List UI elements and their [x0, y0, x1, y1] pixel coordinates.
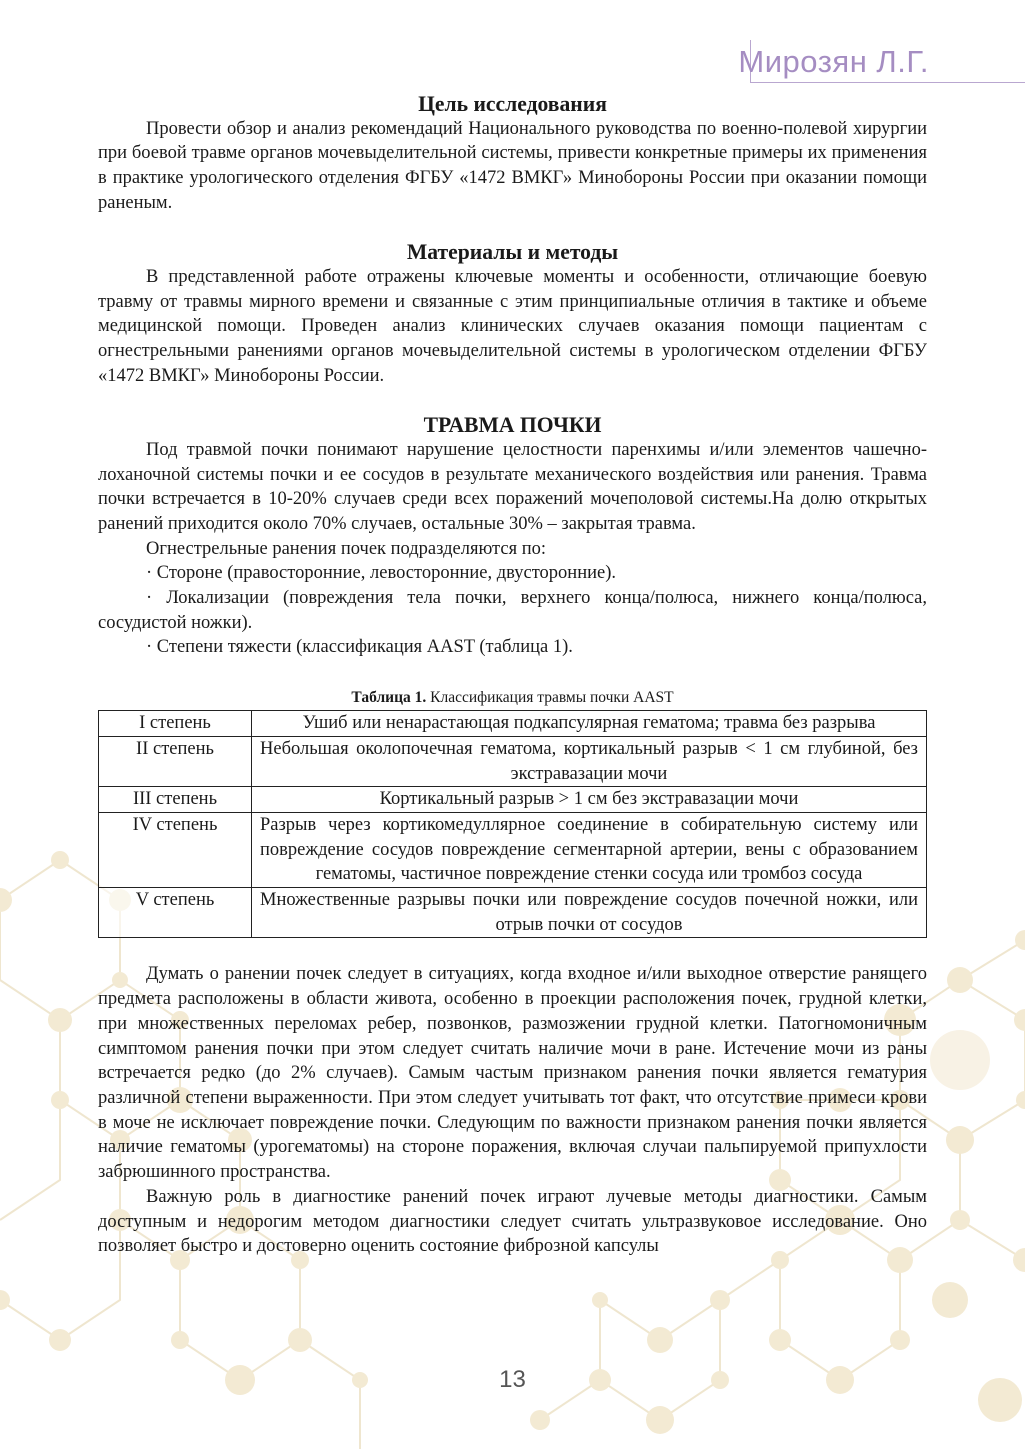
table-cell-description: Ушиб или ненарастающая подкапсулярная гематома; травма без разрыва	[252, 711, 927, 737]
table-row	[99, 888, 927, 938]
paragraph-clinical-signs: Думать о ранении почек следует в ситуациях, когда входное и/или выходное отверстие ранящего предмета расположены в области живота, особенно в проекции расположения почек, грудной клетки, при множественных переломах ребер, позвонков, размозжении грудной клетки. Патогномоничным симптомом ранения почки при этом следует считать наличие мочи в ране. Истечение мочи из раны встречается редко (до 2% случаев). Самым частым признаком ранения почки является гематурия различной степени выраженности. При этом следует учитывать тот факт, что отсутствие примеси крови в моче не исключает повреждение почки. Следующим по важности признаком ранения почки является наличие гематомы (урогематомы) на стороне поражения, включая случаи пальпируемой припухлости забрюшинного пространства.	[98, 964, 927, 1183]
list-item: · Степени тяжести (классификация AAST (таблица 1).	[146, 637, 573, 658]
paragraph-diagnostics: Важную роль в диагностике ранений почек играют лучевые методы диагностики. Самым доступным и недорогим методом диагностики следует считать ультразвуковое исследование. Оно позволяет быстро и достоверно оценить состояние фиброзной капсулы	[98, 1186, 927, 1257]
header-rule	[750, 82, 1025, 83]
list-item: · Локализации (повреждения тела почки, верхнего конца/полюса, нижнего конца/полюса, сосудистой ножки).	[98, 588, 927, 633]
table-cell-grade: I степень	[99, 711, 252, 737]
table-row	[99, 787, 927, 813]
section-heading-methods: Материалы и методы	[406, 240, 619, 265]
section-heading-goal: Цель исследования	[418, 92, 607, 116]
table-row	[99, 812, 927, 887]
paragraph-goal: Провести обзор и анализ рекомендаций Национального руководства по военно-полевой хирургии при боевой травме органов мочевыделительной системы, привести конкретные примеры их применения в практике урологического отделения ФГБУ «1472 ВМКГ» Минобороны России при оказании помощи раненым.	[98, 118, 927, 213]
table-cell-description: Множественные разрывы почки или повреждение сосудов почечной ножки, или отрыв почки от сосудов	[252, 888, 927, 938]
paragraph-methods: В представленной работе отражены ключевые моменты и особенности, отличающие боевую травму от травмы мирного времени и связанные с этим принципиальные отличия в тактике и объеме медицинской помощи. Проведен анализ клинических случаев оказания помощи пациентам с огнестрельными ранениями органов мочевыделительной системы в урологическом отделении ФГБУ «1472 ВМКГ» Минобороны России.	[98, 266, 927, 386]
paragraph-kidney-definition: Под травмой почки понимают нарушение целостности паренхимы и/или элементов чашечно-лоханочной системы почки и ее сосудов в результате механического воздействия или ранения. Травма почки встречается в 10-20% случаев среди всех поражений мочеполовой системы.На долю открытых ранений приходится около 70% случаев, остальные 30% – закрытая травма.	[98, 439, 927, 534]
page-content	[98, 92, 927, 1259]
table-cell-grade: IV степень	[99, 812, 252, 887]
header-author: Мирозян Л.Г.	[738, 44, 929, 79]
table-cell-grade: III степень	[99, 787, 252, 813]
table-row	[99, 736, 927, 786]
table-caption-text: Классификация травмы почки AAST	[426, 689, 674, 707]
table-row	[99, 711, 927, 737]
aast-classification-table	[98, 710, 927, 938]
table-cell-description: Кортикальный разрыв > 1 см без экстравазации мочи	[252, 787, 927, 813]
list-item: · Стороне (правосторонние, левосторонние, двусторонние).	[146, 563, 617, 584]
page-number: 13	[499, 1366, 526, 1393]
table-cell-description: Разрыв через кортикомедуллярное соединение в собирательную систему или повреждение сосудов повреждение сегментарной артерии, вены с образованием гематомы, частичное повреждение стенки сосуда или тромбоз сосуда	[252, 812, 927, 887]
table-cell-grade: II степень	[99, 736, 252, 786]
section-heading-kidney: ТРАВМА ПОЧКИ	[423, 413, 602, 438]
table-caption	[98, 688, 927, 708]
paragraph-kidney-classification-intro: Огнестрельные ранения почек подразделяются по:	[146, 538, 546, 559]
table-cell-description: Небольшая околопочечная гематома, кортикальный разрыв < 1 см глубиной, без экстравазации мочи	[252, 736, 927, 786]
table-caption-label: Таблица 1.	[351, 689, 427, 707]
table-cell-grade: V степень	[99, 888, 252, 938]
